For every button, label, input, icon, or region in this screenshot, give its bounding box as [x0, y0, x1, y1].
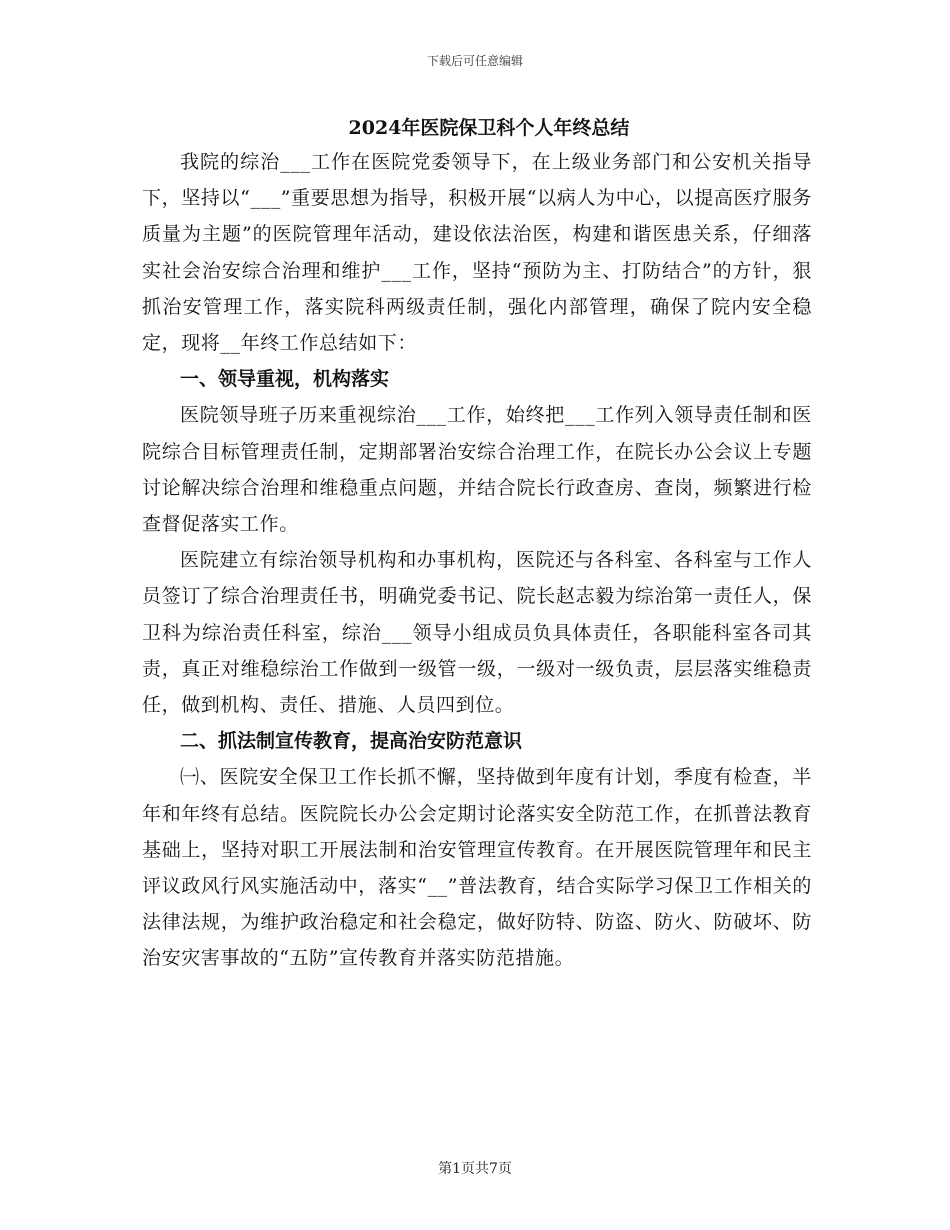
intro-paragraph: 我院的综治___工作在医院党委领导下，在上级业务部门和公安机关指导下，坚持以“___”重要思想为指导，积极开展“以病人为中心，以提高医疗服务质量为主题”的医院管理年活动，建设依法治医，构建和谐医患关系，仔细落实社会治安综合治理和维护___工作，坚持“预防为主、打防结合”的方针，狠抓治安管理工作，落实院科两级责任制，强化内部管理，确保了院内安全稳定，现将__年终工作总结如下：: [142, 151, 812, 355]
page-number: 第1页共7页: [438, 1161, 512, 1177]
section-1-paragraph-1: 医院领导班子历来重视综治___工作，始终把___工作列入领导责任制和医院综合目标管理责任制，定期部署治安综合治理工作，在院长办公会议上专题讨论解决综合治理和维稳重点问题，并结合院长行政查房、查岗，频繁进行检查督促落实工作。: [142, 404, 812, 536]
section-2-heading: 二、抓法制宣传教育，提高治安防范意识: [180, 730, 523, 753]
page-header-note: 下载后可任意编辑: [426, 54, 523, 68]
section-1-heading: 一、领导重视，机构落实: [180, 368, 390, 391]
section-1-paragraph-2: 医院建立有综治领导机构和办事机构，医院还与各科室、各科室与工作人员签订了综合治理责任书，明确党委书记、院长赵志毅为综治第一责任人，保卫科为综治责任科室，综治___领导小组成员负具体责任，各职能科室各司其责，真正对维稳综治工作做到一级管一级，一级对一级负责，层层落实维稳责任，做到机构、责任、措施、人员四到位。: [142, 549, 812, 717]
section-2-paragraph-1: ㈠、医院安全保卫工作长抓不懈，坚持做到年度有计划，季度有检查，半年和年终有总结。医院院长办公会定期讨论落实安全防范工作，在抓普法教育基础上，坚持对职工开展法制和治安管理宣传教育。在开展医院管理年和民主评议政风行风实施活动中，落实“__”普法教育，结合实际学习保卫工作相关的法律法规，为维护政治稳定和社会稳定，做好防特、防盗、防火、防破坏、防治安灾害事故的“五防”宣传教育并落实防范措施。: [142, 766, 812, 970]
document-body: [142, 112, 812, 977]
document-title: 2024年医院保卫科个人年终总结: [348, 117, 630, 139]
